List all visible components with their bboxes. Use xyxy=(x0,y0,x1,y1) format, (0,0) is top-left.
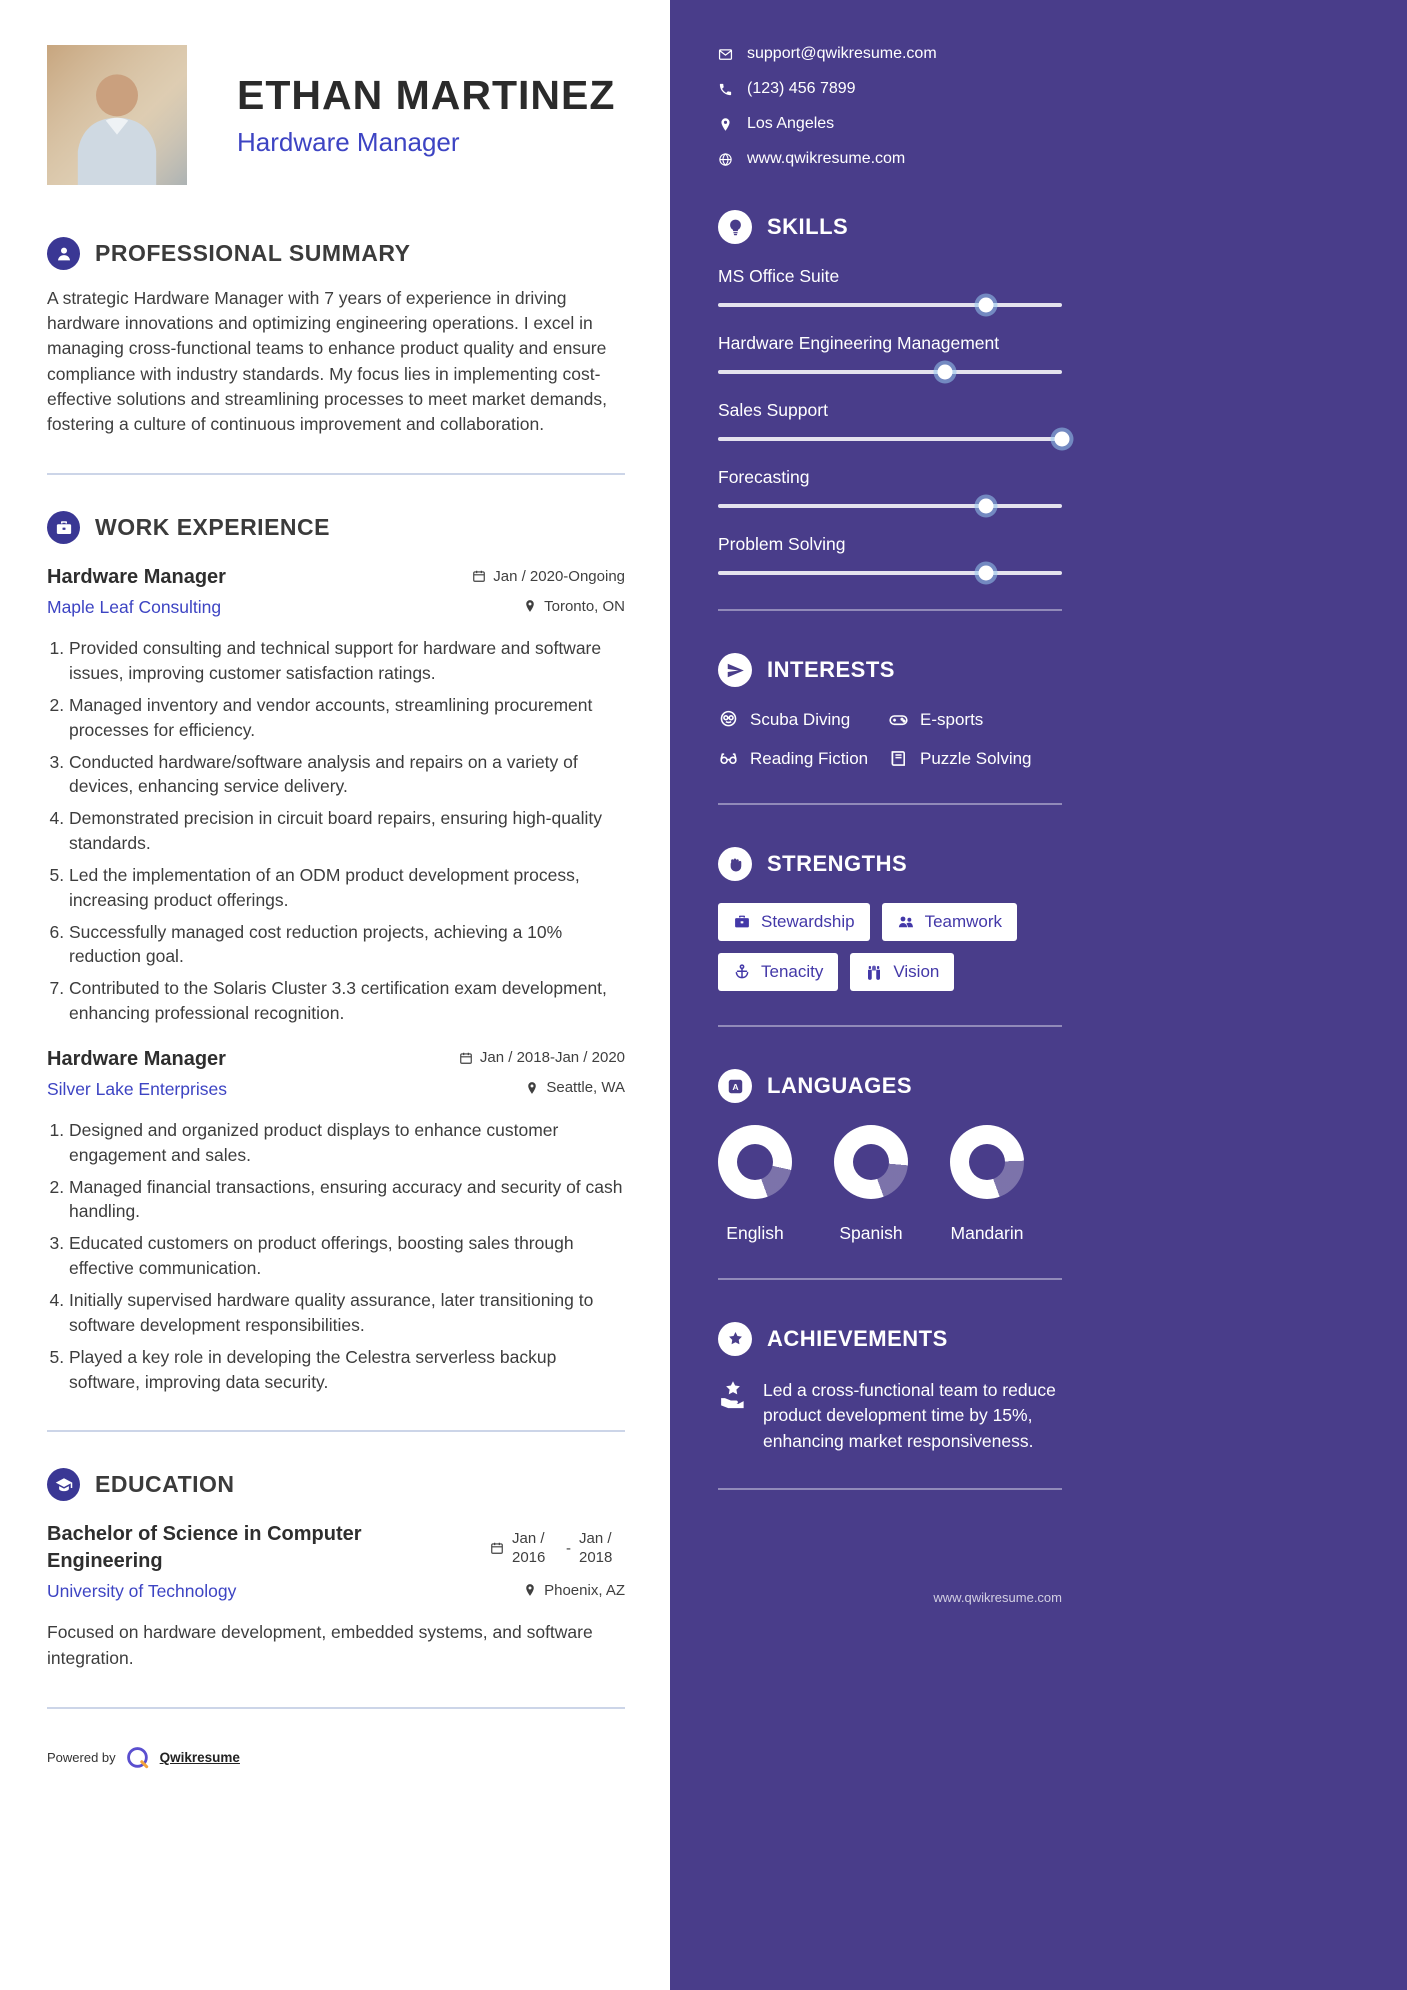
location-pin-icon xyxy=(523,599,537,613)
language-level-donut xyxy=(950,1125,1024,1199)
job-bullet: 3. Educated customers on product offerings, boosting sales through effective communication. xyxy=(69,1231,625,1281)
section-divider xyxy=(47,1707,625,1709)
education-date-end: Jan / 2018 xyxy=(579,1529,613,1567)
job-bullet: 7. Contributed to the Solaris Cluster 3.3 certification exam development, enhancing professional recognition. xyxy=(69,976,625,1026)
powered-by-label: Powered by xyxy=(47,1750,116,1766)
skills-section xyxy=(718,210,1062,575)
sidebar xyxy=(670,0,1407,1990)
strength-badge: Vision xyxy=(850,953,954,991)
contact-website[interactable]: www.qwikresume.com xyxy=(718,150,1062,168)
job-bullet: 4. Initially supervised hardware quality assurance, later transitioning to software development responsibilities. xyxy=(69,1288,625,1338)
work-experience-section xyxy=(47,511,625,1394)
calendar-icon xyxy=(490,1541,504,1555)
interests-section xyxy=(718,653,1062,769)
language-label: Mandarin xyxy=(950,1223,1024,1243)
calendar-icon xyxy=(459,1051,473,1065)
language-item xyxy=(834,1125,908,1244)
contact-email[interactable]: support@qwikresume.com xyxy=(718,45,1062,63)
interest-item: Puzzle Solving xyxy=(888,748,1062,769)
strengths-section xyxy=(718,847,1062,991)
scuba-diving-icon xyxy=(718,709,739,730)
hand-star-icon xyxy=(718,1380,748,1410)
summary-section-header xyxy=(47,237,625,270)
achievements-heading: ACHIEVEMENTS xyxy=(767,1326,948,1351)
email-icon xyxy=(718,47,733,62)
skill-name: Sales Support xyxy=(718,400,828,420)
contact-phone[interactable]: (123) 456 7899 xyxy=(718,80,1062,98)
achievements-section xyxy=(718,1322,1062,1454)
company-name: Silver Lake Enterprises xyxy=(47,1078,227,1099)
sidebar-divider xyxy=(718,803,1062,805)
job-dates: Jan / 2020-Ongoing xyxy=(472,568,625,585)
stewardship-icon xyxy=(733,913,751,931)
job-bullet: 1. Provided consulting and technical support for hardware and software issues, improving customer satisfaction ratings. xyxy=(69,636,625,686)
sidebar-content xyxy=(718,0,1062,1490)
qwikresume-logo-icon xyxy=(125,1745,151,1771)
interest-item: Scuba Diving xyxy=(718,709,888,730)
education-description: Focused on hardware development, embedded systems, and software integration. xyxy=(47,1622,593,1668)
language-label: Spanish xyxy=(839,1223,903,1243)
paper-plane-icon xyxy=(718,653,752,687)
slider-thumb[interactable] xyxy=(938,365,953,380)
profile-photo xyxy=(47,45,187,185)
teamwork-icon xyxy=(897,913,915,931)
briefcase-icon xyxy=(47,511,80,544)
skill-name: Hardware Engineering Management xyxy=(718,333,1000,353)
star-icon xyxy=(718,1322,752,1356)
language-label: English xyxy=(726,1223,784,1243)
interests-heading: INTERESTS xyxy=(767,657,895,682)
company-name: Maple Leaf Consulting xyxy=(47,597,222,618)
esports-icon xyxy=(888,709,909,730)
languages-heading: LANGUAGES xyxy=(767,1073,913,1098)
education-dates xyxy=(490,1521,625,1575)
language-level-donut xyxy=(834,1125,908,1199)
skill-level-slider[interactable] xyxy=(718,571,1062,575)
job-bullet-list xyxy=(69,1118,625,1394)
skill-level-slider[interactable] xyxy=(718,370,1062,374)
calendar-icon xyxy=(472,569,486,583)
section-divider xyxy=(47,473,625,475)
job-location: Toronto, ON xyxy=(523,598,625,615)
education-date-separator: - xyxy=(566,1539,571,1557)
work-section-header xyxy=(47,511,625,544)
contact-block xyxy=(718,45,1062,168)
slider-thumb[interactable] xyxy=(979,298,994,313)
skills-heading: SKILLS xyxy=(767,214,849,239)
skill-name: MS Office Suite xyxy=(718,266,840,286)
sidebar-divider xyxy=(718,1025,1062,1027)
globe-icon xyxy=(718,152,733,167)
powered-by-footer xyxy=(47,1745,625,1771)
summary-section xyxy=(47,237,625,437)
job-bullet: 1. Designed and organized product displays to enhance customer engagement and sales. xyxy=(69,1118,625,1168)
identity-header xyxy=(47,45,625,185)
location-pin-icon xyxy=(718,117,733,132)
lightbulb-icon xyxy=(718,210,752,244)
strengths-heading: STRENGTHS xyxy=(767,851,908,876)
strength-badge: Tenacity xyxy=(718,953,838,991)
person-icon xyxy=(47,237,80,270)
interest-item: Reading Fiction xyxy=(718,748,888,769)
job-bullet: 3. Conducted hardware/software analysis and repairs on a variety of devices, enhancing service delivery. xyxy=(69,750,625,800)
job-bullet-list xyxy=(69,636,625,1026)
qwikresume-brand-link[interactable]: Qwikresume xyxy=(159,1750,240,1766)
skill-name: Forecasting xyxy=(718,467,810,487)
skill-level-slider[interactable] xyxy=(718,504,1062,508)
languages-section xyxy=(718,1069,1062,1244)
school-name: University of Technology xyxy=(47,1581,237,1602)
job-bullet: 6. Successfully managed cost reduction projects, achieving a 10% reduction goal. xyxy=(69,920,625,970)
sidebar-divider xyxy=(718,1278,1062,1280)
job-dates: Jan / 2018-Jan / 2020 xyxy=(459,1049,625,1066)
section-divider xyxy=(47,1430,625,1432)
svg-text:A: A xyxy=(731,1081,739,1092)
skill-level-slider[interactable] xyxy=(718,437,1062,441)
sidebar-divider xyxy=(718,1488,1062,1490)
summary-heading: PROFESSIONAL SUMMARY xyxy=(95,240,411,266)
location-pin-icon xyxy=(523,1583,537,1597)
job-bullet: 5. Played a key role in developing the Celestra serverless backup software, improving data security. xyxy=(69,1345,625,1395)
slider-thumb[interactable] xyxy=(979,499,994,514)
job-entry xyxy=(47,1048,625,1394)
skill-level-slider[interactable] xyxy=(718,303,1062,307)
phone-icon xyxy=(718,82,733,97)
skill-item xyxy=(718,266,1062,307)
skill-item xyxy=(718,467,1062,508)
achievement-text: Led a cross-functional team to reduce product development time by 15%, enhancing market responsiveness. xyxy=(763,1380,1056,1451)
slider-thumb[interactable] xyxy=(1055,432,1070,447)
job-entry xyxy=(47,566,625,1026)
strength-badge: Teamwork xyxy=(882,903,1017,941)
language-item xyxy=(950,1125,1024,1244)
education-date-start: Jan / 2016 xyxy=(512,1529,546,1567)
work-heading: WORK EXPERIENCE xyxy=(95,514,330,541)
summary-text: A strategic Hardware Manager with 7 years of experience in driving hardware innovations and optimizing engineering operations. I excel in managing cross-functional teams to enhance product quality and ensure compliance with industry standards. My focus lies in implementing cost-effective solutions and streamlining processes to meet market demands, fostering a culture of continuous improvement and collaboration. xyxy=(47,288,607,434)
skill-name: Problem Solving xyxy=(718,534,846,554)
location-pin-icon xyxy=(525,1081,539,1095)
tenacity-icon xyxy=(733,963,751,981)
sidebar-footer-url[interactable]: www.qwikresume.com xyxy=(933,1590,1062,1606)
slider-thumb[interactable] xyxy=(979,566,994,581)
skill-item xyxy=(718,534,1062,575)
education-section-header xyxy=(47,1468,625,1501)
reading-fiction-icon xyxy=(718,748,739,769)
strength-badge: Stewardship xyxy=(718,903,870,941)
translate-icon xyxy=(718,1069,752,1103)
language-level-donut xyxy=(718,1125,792,1199)
job-bullet: 2. Managed inventory and vendor accounts, streamlining procurement processes for efficiency. xyxy=(69,693,625,743)
degree-name: Bachelor of Science in Computer Engineering xyxy=(47,1523,362,1573)
sidebar-divider xyxy=(718,609,1062,611)
person-title: Hardware Manager xyxy=(237,127,460,157)
main-column xyxy=(0,0,670,1990)
language-item xyxy=(718,1125,792,1244)
job-bullet: 2. Managed financial transactions, ensuring accuracy and security of cash handling. xyxy=(69,1175,625,1225)
profile-photo-silhouette xyxy=(47,45,187,185)
job-title: Hardware Manager xyxy=(47,566,226,589)
education-location: Phoenix, AZ xyxy=(523,1582,625,1599)
skill-item xyxy=(718,400,1062,441)
achievement-item xyxy=(718,1378,1062,1454)
vision-icon xyxy=(865,963,883,981)
person-name: ETHAN MARTINEZ xyxy=(237,72,616,118)
graduation-cap-icon xyxy=(47,1468,80,1501)
contact-location: Los Angeles xyxy=(718,115,1062,133)
fist-icon xyxy=(718,847,752,881)
job-title: Hardware Manager xyxy=(47,1047,226,1070)
skill-item xyxy=(718,333,1062,374)
interest-item: E-sports xyxy=(888,709,1062,730)
job-location: Seattle, WA xyxy=(525,1079,625,1096)
puzzle-solving-icon xyxy=(888,748,909,769)
job-bullet: 4. Demonstrated precision in circuit board repairs, ensuring high-quality standards. xyxy=(69,806,625,856)
education-section xyxy=(47,1468,625,1670)
education-heading: EDUCATION xyxy=(95,1471,235,1498)
job-bullet: 5. Led the implementation of an ODM product development process, increasing product offerings. xyxy=(69,863,625,913)
name-block xyxy=(237,72,615,158)
